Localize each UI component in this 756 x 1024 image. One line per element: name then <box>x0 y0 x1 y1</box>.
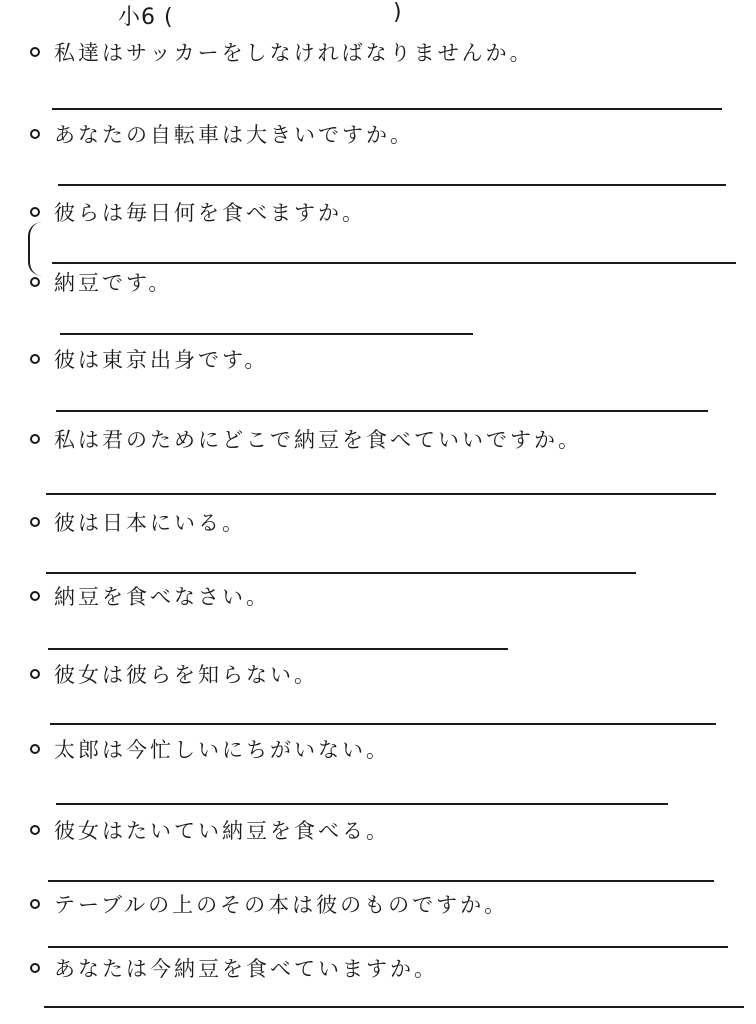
answer-line-1[interactable] <box>52 108 722 110</box>
sentence-text: あなたは今納豆を食べていますか。 <box>54 957 438 981</box>
bullet-icon <box>30 899 40 909</box>
bullet-icon <box>30 963 40 973</box>
sentence-text: 彼は東京出身です。 <box>54 348 269 372</box>
bullet-icon <box>30 47 40 57</box>
sentence-item-6 <box>30 425 582 455</box>
answer-line-2[interactable] <box>58 184 726 186</box>
bullet-icon <box>30 517 40 527</box>
sentence-text: 納豆です。 <box>54 271 173 295</box>
bullet-icon <box>30 354 40 364</box>
answer-line-9[interactable] <box>50 723 716 725</box>
bullet-icon <box>30 129 40 139</box>
sentence-text: 彼女は彼らを知らない。 <box>54 663 318 687</box>
sentence-text: あなたの自転車は大きいですか。 <box>54 123 414 147</box>
sentence-item-10 <box>30 735 390 765</box>
sentence-text: 彼らは毎日何を食べますか。 <box>54 201 366 225</box>
answer-line-5[interactable] <box>56 410 708 412</box>
sentence-text: テーブルの上のその本は彼のものですか。 <box>54 893 509 917</box>
sentence-item-1 <box>30 38 534 68</box>
sentence-text: 彼は日本にいる。 <box>54 511 246 535</box>
bullet-icon <box>30 744 40 754</box>
sentence-item-9 <box>30 660 318 690</box>
answer-line-10[interactable] <box>56 803 668 805</box>
sentence-item-8 <box>30 582 270 612</box>
worksheet-header <box>118 0 403 31</box>
bullet-icon <box>30 669 40 679</box>
sentence-item-11 <box>30 816 390 846</box>
bullet-icon <box>30 277 40 287</box>
sentence-text: 太郎は今忙しいにちがいない。 <box>54 738 390 762</box>
bullet-icon <box>30 207 40 217</box>
sentence-item-12 <box>30 890 508 920</box>
answer-line-12[interactable] <box>48 946 728 948</box>
sentence-item-4 <box>30 268 172 298</box>
sentence-item-5 <box>30 345 268 375</box>
sentence-item-13 <box>30 954 438 984</box>
sentence-item-3 <box>30 198 366 228</box>
answer-line-3[interactable] <box>52 262 736 264</box>
sentence-text: 納豆を食べなさい。 <box>54 585 270 609</box>
sentence-item-2 <box>30 120 414 150</box>
bullet-icon <box>30 434 40 444</box>
answer-line-4[interactable] <box>60 333 473 335</box>
answer-line-7[interactable] <box>46 572 636 574</box>
sentence-text: 私達はサッカーをしなければなりませんか。 <box>54 41 534 65</box>
answer-line-13[interactable] <box>44 1006 744 1008</box>
sentence-text: 彼女はたいてい納豆を食べる。 <box>54 819 390 843</box>
bullet-icon <box>30 591 40 601</box>
answer-line-6[interactable] <box>46 493 716 495</box>
answer-line-11[interactable] <box>48 880 714 882</box>
sentence-text: 私は君のためにどこで納豆を食べていいですか。 <box>54 428 582 452</box>
sentence-item-7 <box>30 508 246 538</box>
name-field-close-paren: ) <box>393 0 403 25</box>
answer-line-8[interactable] <box>48 648 508 650</box>
bullet-icon <box>30 825 40 835</box>
grade-label: 小6 ( <box>118 5 174 30</box>
